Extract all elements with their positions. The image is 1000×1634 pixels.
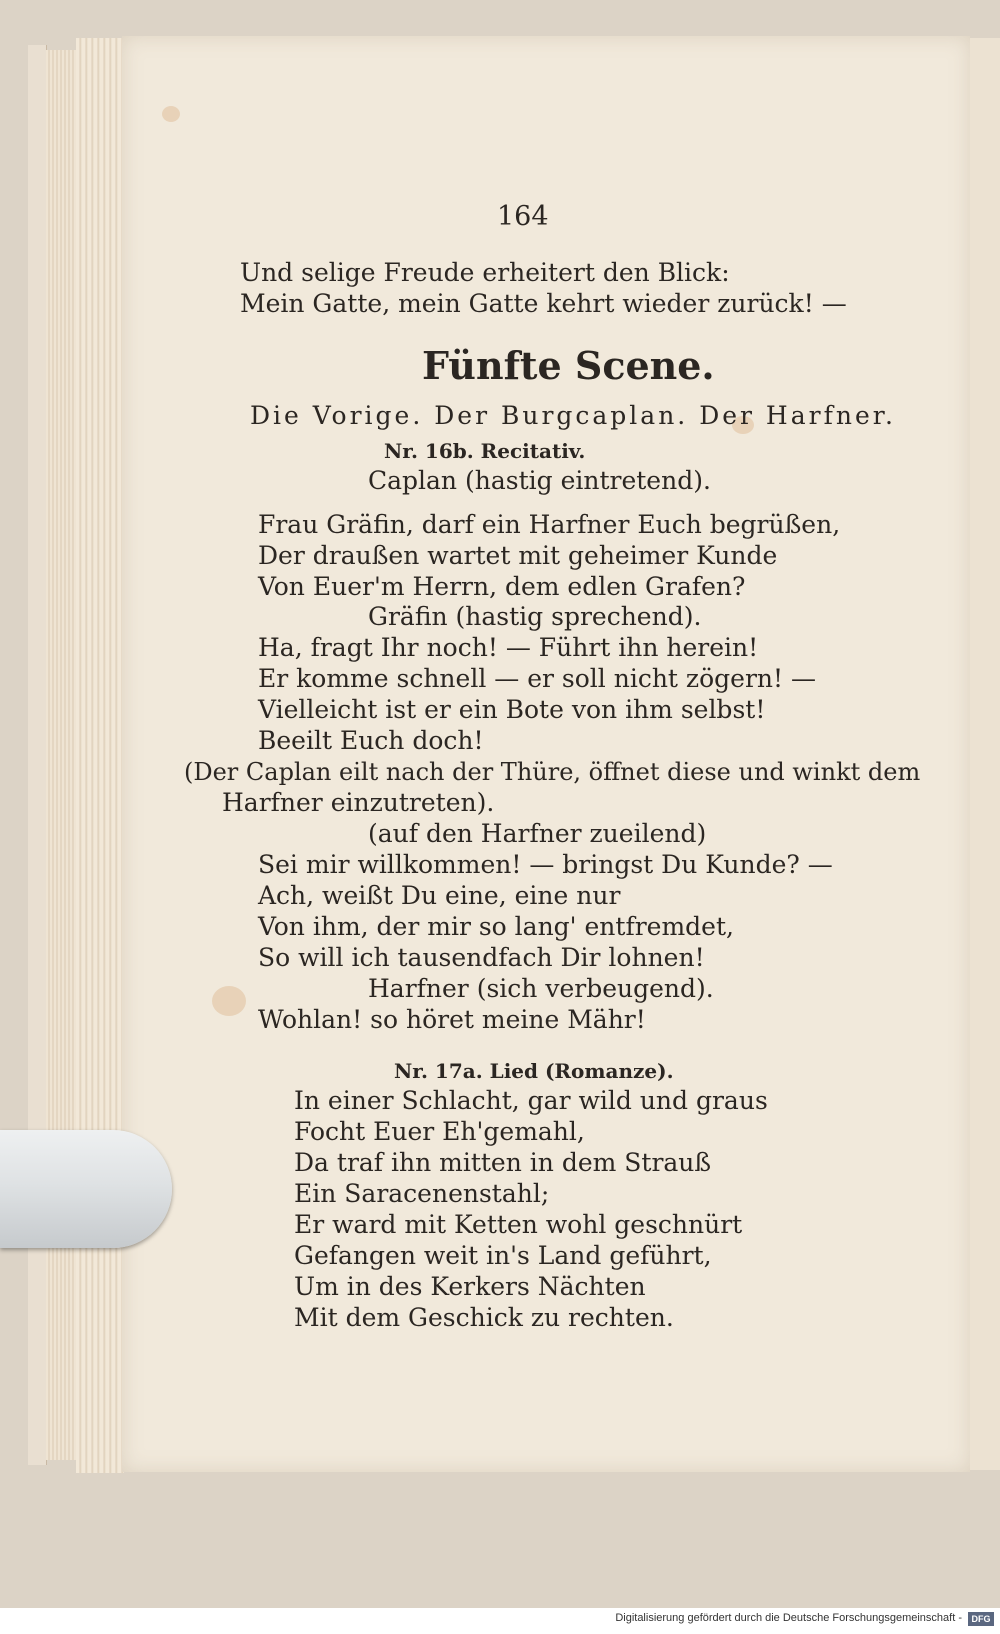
song-line: Ein Saracenenstahl; [294, 1179, 550, 1208]
section-heading: Nr. 16b. Recitativ. [384, 439, 586, 463]
song-heading: Nr. 17a. Lied (Romanze). [394, 1059, 674, 1083]
text-line: Und selige Freude erheitert den Blick: [240, 258, 730, 287]
book-page-edges [46, 50, 76, 1460]
dialogue-line: Frau Gräfin, darf ein Harfner Euch begrüßen, [258, 510, 841, 539]
dfg-logo: DFG [968, 1612, 994, 1626]
scanner-page-holder [0, 1130, 172, 1248]
cast-list: Die Vorige. Der Burgcaplan. Der Harfner. [250, 401, 896, 430]
speaker-line: Caplan (hastig eintretend). [368, 466, 711, 495]
dialogue-line: Von Euer'm Herrn, dem edlen Grafen? [258, 572, 746, 601]
song-line: In einer Schlacht, gar wild und graus [294, 1086, 768, 1115]
next-page-edge [968, 38, 1000, 1470]
book-edge [28, 45, 47, 1465]
dialogue-line: Sei mir willkommen! — bringst Du Kunde? — [258, 850, 833, 879]
page-number: 164 [497, 201, 549, 232]
foxing-spot [162, 106, 180, 122]
dialogue-line: Er komme schnell — er soll nicht zögern! — [258, 664, 816, 693]
book-page [122, 36, 970, 1472]
dialogue-line: Ha, fragt Ihr noch! — Führt ihn herein! [258, 633, 759, 662]
foxing-spot [212, 986, 246, 1016]
text-line: Mein Gatte, mein Gatte kehrt wieder zurück! — [240, 289, 847, 318]
dialogue-line: Der draußen wartet mit geheimer Kunde [258, 541, 778, 570]
scene-title: Fünfte Scene. [422, 343, 715, 388]
song-line: Da traf ihn mitten in dem Strauß [294, 1148, 712, 1177]
stage-direction: (Der Caplan eilt nach der Thüre, öffnet diese und winkt dem [184, 758, 921, 786]
song-line: Mit dem Geschick zu rechten. [294, 1303, 674, 1332]
song-line: Er ward mit Ketten wohl geschnürt [294, 1210, 743, 1239]
dialogue-line: Von ihm, der mir so lang' entfremdet, [258, 912, 734, 941]
dialogue-line: Beeilt Euch doch! [258, 726, 484, 755]
speaker-line: Gräfin (hastig sprechend). [368, 602, 702, 631]
dialogue-line: Wohlan! so höret meine Mähr! [258, 1005, 646, 1034]
song-line: Um in des Kerkers Nächten [294, 1272, 646, 1301]
speaker-line: Harfner (sich verbeugend). [368, 974, 714, 1003]
dialogue-line: Ach, weißt Du eine, eine nur [258, 881, 621, 910]
stage-direction: Harfner einzutreten). [222, 788, 495, 817]
stage-direction: (auf den Harfner zueilend) [368, 819, 707, 848]
dialogue-line: Vielleicht ist er ein Bote von ihm selbst! [258, 695, 766, 724]
footer-credit: Digitalisierung gefördert durch die Deutsche Forschungsgemeinschaft - [615, 1612, 962, 1624]
dialogue-line: So will ich tausendfach Dir lohnen! [258, 943, 705, 972]
book-page-edges-inner [76, 38, 124, 1473]
song-line: Gefangen weit in's Land geführt, [294, 1241, 712, 1270]
song-line: Focht Euer Eh'gemahl, [294, 1117, 585, 1146]
